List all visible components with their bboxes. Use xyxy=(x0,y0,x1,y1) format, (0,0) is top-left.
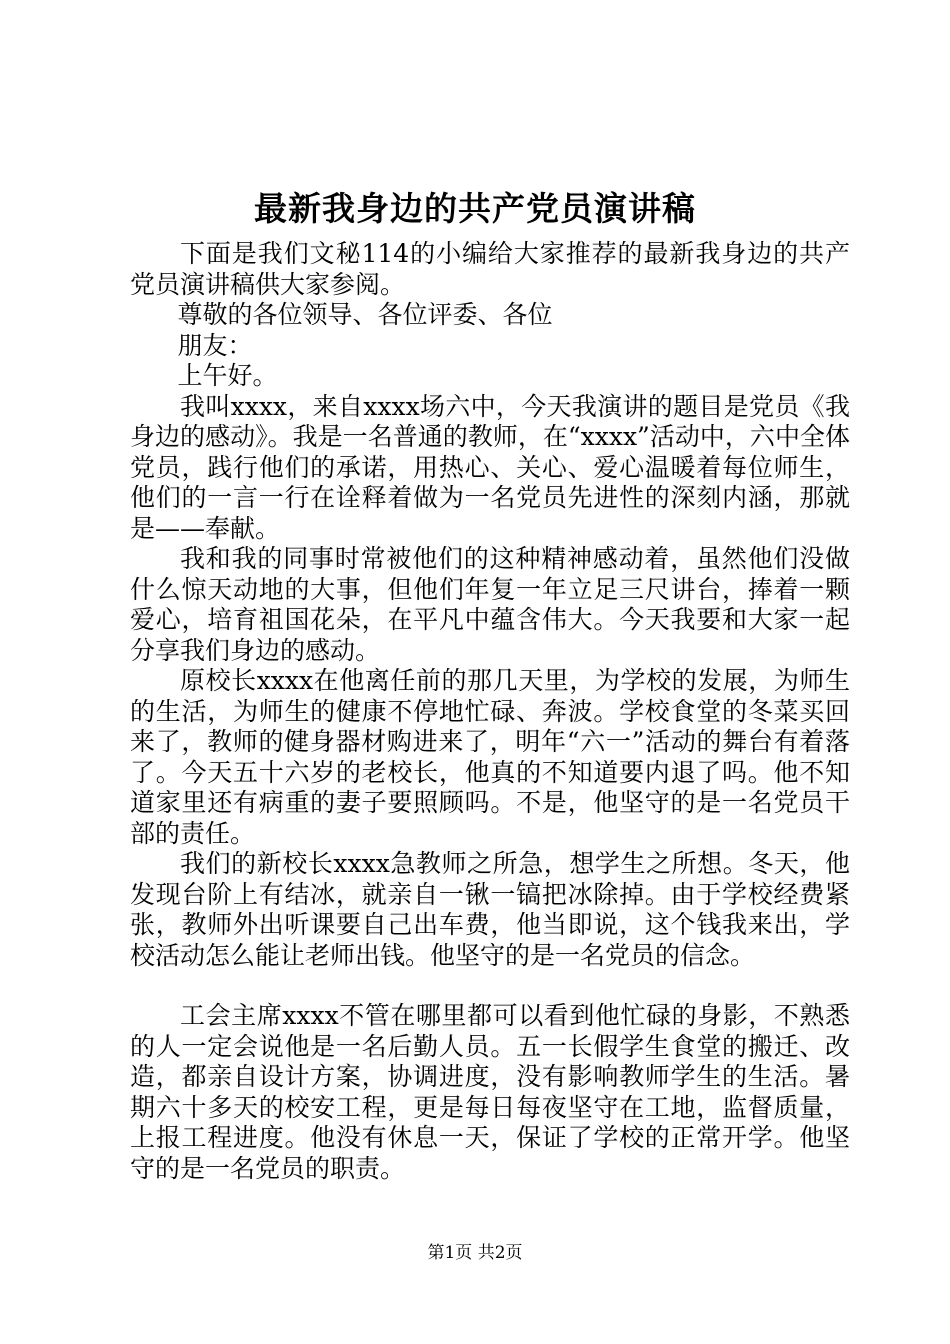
page-title: 最新我身边的共产党员演讲稿 xyxy=(254,189,696,228)
intro-paragraph: 下面是我们文秘114的小编给大家推荐的最新我身边的共产党员演讲稿供大家参阅。 xyxy=(130,239,850,299)
body-paragraph: 工会主席xxxx不管在哪里都可以看到他忙碌的身影，不熟悉的人一定会说他是一名后勤人员。五一长假学生食堂的搬迁、改造，都亲自设计方案，协调进度，没有影响教师学生的生活。暑期六十多天的校安工程，更是每日每夜坚守在工地，监督质量，上报工程进度。他没有休息一天，保证了学校的正常开学。他坚守的是一名党员的职责。 xyxy=(130,1001,850,1183)
document-body xyxy=(130,239,850,1184)
salutation-line: 尊敬的各位领导、各位评委、各位 xyxy=(177,300,553,329)
greeting-line: 上午好。 xyxy=(177,361,278,390)
salutation-continued: 朋友： xyxy=(177,330,253,360)
body-paragraph: 原校长xxxx在他离任前的那几天里，为学校的发展，为师生的生活，为师生的健康不停地忙碌、奔波。学校食堂的冬菜买回来了，教师的健身器材购进来了，明年“六一”活动的舞台有着落了。今天五十六岁的老校长，他真的不知道要内退了吗。他不知道家里还有病重的妻子要照顾吗。不是，他坚守的是一名党员干部的责任。 xyxy=(130,666,850,848)
body-paragraph: 我叫xxxx，来自xxxx场六中，今天我演讲的题目是党员《我身边的感动》。我是一名普通的教师，在“xxxx”活动中，六中全体党员，践行他们的承诺，用热心、关心、爱心温暖着每位师生，他们的一言一行在诠释着做为一名党员先进性的深刻内涵，那就是——奉献。 xyxy=(130,391,850,543)
body-paragraph: 我和我的同事时常被他们的这种精神感动着，虽然他们没做什么惊天动地的大事，但他们年复一年立足三尺讲台，捧着一颗爱心，培育祖国花朵，在平凡中蕴含伟大。今天我要和大家一起分享我们身边的感动。 xyxy=(130,544,850,665)
page-footer: 第1页 共2页 xyxy=(427,1243,523,1263)
body-paragraph: 我们的新校长xxxx急教师之所急，想学生之所想。冬天，他发现台阶上有结冰，就亲自一锹一镐把冰除掉。由于学校经费紧张，教师外出听课要自己出车费，他当即说，这个钱我来出，学校活动怎么能让老师出钱。他坚守的是一名党员的信念。 xyxy=(130,849,850,970)
